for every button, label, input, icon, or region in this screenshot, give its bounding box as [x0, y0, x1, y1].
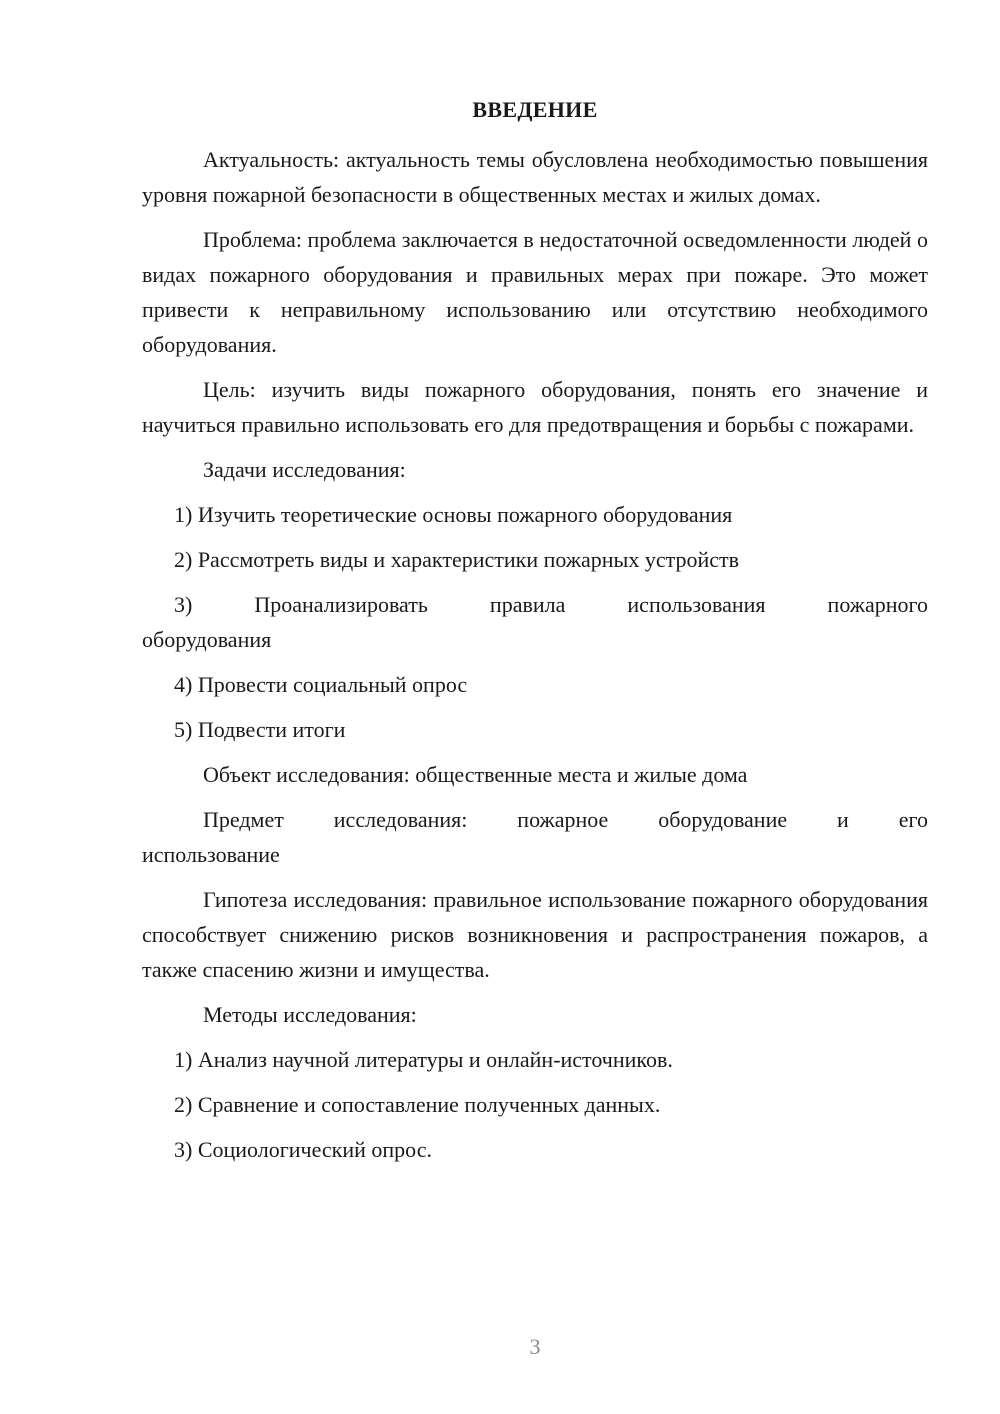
document-body	[142, 142, 928, 1177]
task-item-3: 3) Проанализировать правила использования пожарного	[174, 592, 928, 617]
page-title: ВВЕДЕНИЕ	[472, 97, 598, 122]
method-item-1: 1) Анализ научной литературы и онлайн-источников.	[174, 1047, 673, 1072]
paragraph-problem: Проблема: проблема заключается в недостаточной осведомленности людей о видах пожарного оборудования и правильных мерах при пожаре. Это может привести к неправильному использованию или отсутствию необходимого оборудования.	[142, 227, 928, 357]
task-item-5: 5) Подвести итоги	[174, 717, 346, 742]
methods-heading: Методы исследования:	[203, 1002, 417, 1027]
paragraph-hypothesis: Гипотеза исследования: правильное использование пожарного оборудования способствует снижению рисков возникновения и распространения пожаров, а также спасению жизни и имущества.	[142, 887, 928, 982]
method-item-2: 2) Сравнение и сопоставление полученных данных.	[174, 1092, 661, 1117]
paragraph-object: Объект исследования: общественные места и жилые дома	[203, 762, 748, 787]
paragraph-goal: Цель: изучить виды пожарного оборудования, понять его значение и научиться правильно использовать его для предотвращения и борьбы с пожарами.	[142, 377, 928, 437]
page-number: 3	[529, 1334, 541, 1359]
task-item-1: 1) Изучить теоретические основы пожарного оборудования	[174, 502, 733, 527]
task-item-4: 4) Провести социальный опрос	[174, 672, 468, 697]
paragraph-relevance: Актуальность: актуальность темы обусловлена необходимостью повышения уровня пожарной безопасности в общественных местах и жилых домах.	[142, 147, 928, 207]
paragraph-subject-line2: использование	[142, 842, 280, 867]
method-item-3: 3) Социологический опрос.	[174, 1137, 432, 1162]
task-item-2: 2) Рассмотреть виды и характеристики пожарных устройств	[174, 547, 740, 572]
task-item-3-continuation: оборудования	[142, 627, 272, 652]
tasks-heading: Задачи исследования:	[203, 457, 406, 482]
paragraph-subject-line1: Предмет исследования: пожарное оборудование и его	[203, 807, 928, 832]
